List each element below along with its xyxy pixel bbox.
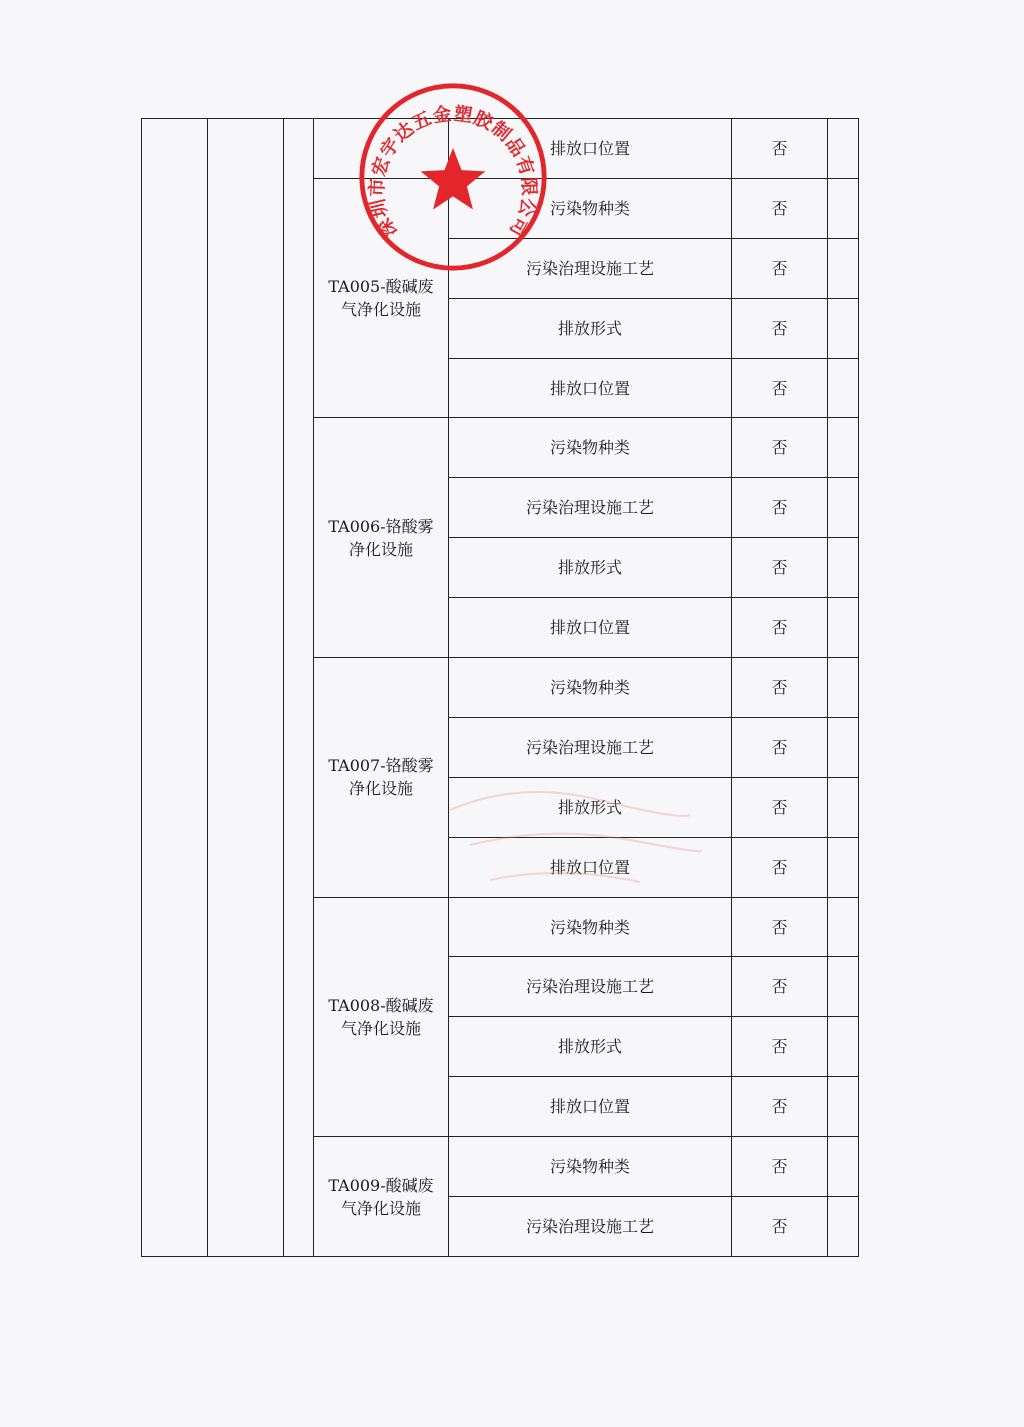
remark-cell <box>828 1197 859 1257</box>
value-cell: 否 <box>732 1077 828 1137</box>
facility-name: TA006-铬酸雾净化设施 <box>328 516 434 559</box>
facility-cell <box>314 897 449 1137</box>
value-cell: 否 <box>732 957 828 1017</box>
value-cell: 否 <box>732 298 828 358</box>
remark-cell <box>828 837 859 897</box>
value-cell: 否 <box>732 238 828 298</box>
facility-cell <box>314 178 449 418</box>
remark-cell <box>828 957 859 1017</box>
item-cell: 排放口位置 <box>449 837 732 897</box>
value-cell: 否 <box>732 178 828 238</box>
item-cell: 排放形式 <box>449 298 732 358</box>
remark-cell <box>828 298 859 358</box>
facility-name: TA008-酸碱废气净化设施 <box>328 995 434 1038</box>
item-cell: 污染治理设施工艺 <box>449 1197 732 1257</box>
remark-cell <box>828 358 859 418</box>
remark-cell <box>828 1017 859 1077</box>
value-cell: 否 <box>732 1137 828 1197</box>
item-cell: 排放口位置 <box>449 598 732 658</box>
item-cell: 污染治理设施工艺 <box>449 478 732 538</box>
value-cell: 否 <box>732 119 828 179</box>
value-cell: 否 <box>732 897 828 957</box>
table-row <box>142 119 859 179</box>
item-cell: 排放口位置 <box>449 358 732 418</box>
item-cell: 排放口位置 <box>449 1077 732 1137</box>
remark-cell <box>828 418 859 478</box>
blank-column-2 <box>208 119 284 1257</box>
facility-cell <box>314 1137 449 1257</box>
remark-cell <box>828 538 859 598</box>
facility-cell <box>314 418 449 658</box>
seal-text: 深圳市宏宇达五金塑胶制品有限公司 <box>366 103 540 241</box>
pollutant-facility-table <box>141 118 859 1257</box>
facility-name: TA009-酸碱废气净化设施 <box>328 1175 434 1218</box>
remark-cell <box>828 717 859 777</box>
item-cell: 污染物种类 <box>449 178 732 238</box>
item-cell: 污染物种类 <box>449 1137 732 1197</box>
remark-cell <box>828 478 859 538</box>
value-cell: 否 <box>732 478 828 538</box>
item-cell: 污染物种类 <box>449 897 732 957</box>
remark-cell <box>828 1137 859 1197</box>
item-cell: 污染物种类 <box>449 658 732 718</box>
value-cell: 否 <box>732 837 828 897</box>
value-cell: 否 <box>732 777 828 837</box>
remark-cell <box>828 178 859 238</box>
value-cell: 否 <box>732 658 828 718</box>
item-cell: 排放形式 <box>449 538 732 598</box>
remark-cell <box>828 897 859 957</box>
blank-column-1 <box>142 119 208 1257</box>
value-cell: 否 <box>732 598 828 658</box>
facility-cell <box>314 658 449 898</box>
item-cell: 排放口位置 <box>449 119 732 179</box>
item-cell: 排放形式 <box>449 777 732 837</box>
value-cell: 否 <box>732 538 828 598</box>
value-cell: 否 <box>732 1017 828 1077</box>
item-cell: 排放形式 <box>449 1017 732 1077</box>
blank-column-3 <box>284 119 314 1257</box>
remark-cell <box>828 658 859 718</box>
remark-cell <box>828 119 859 179</box>
item-cell: 污染物种类 <box>449 418 732 478</box>
item-cell: 污染治理设施工艺 <box>449 957 732 1017</box>
value-cell: 否 <box>732 717 828 777</box>
value-cell: 否 <box>732 1197 828 1257</box>
facility-name: TA005-酸碱废气净化设施 <box>328 277 434 320</box>
value-cell: 否 <box>732 358 828 418</box>
remark-cell <box>828 777 859 837</box>
remark-cell <box>828 238 859 298</box>
facility-name: TA007-铬酸雾净化设施 <box>328 756 434 799</box>
remark-cell <box>828 598 859 658</box>
item-cell: 污染治理设施工艺 <box>449 717 732 777</box>
remark-cell <box>828 1077 859 1137</box>
item-cell: 污染治理设施工艺 <box>449 238 732 298</box>
facility-cell-continued <box>314 119 449 179</box>
value-cell: 否 <box>732 418 828 478</box>
